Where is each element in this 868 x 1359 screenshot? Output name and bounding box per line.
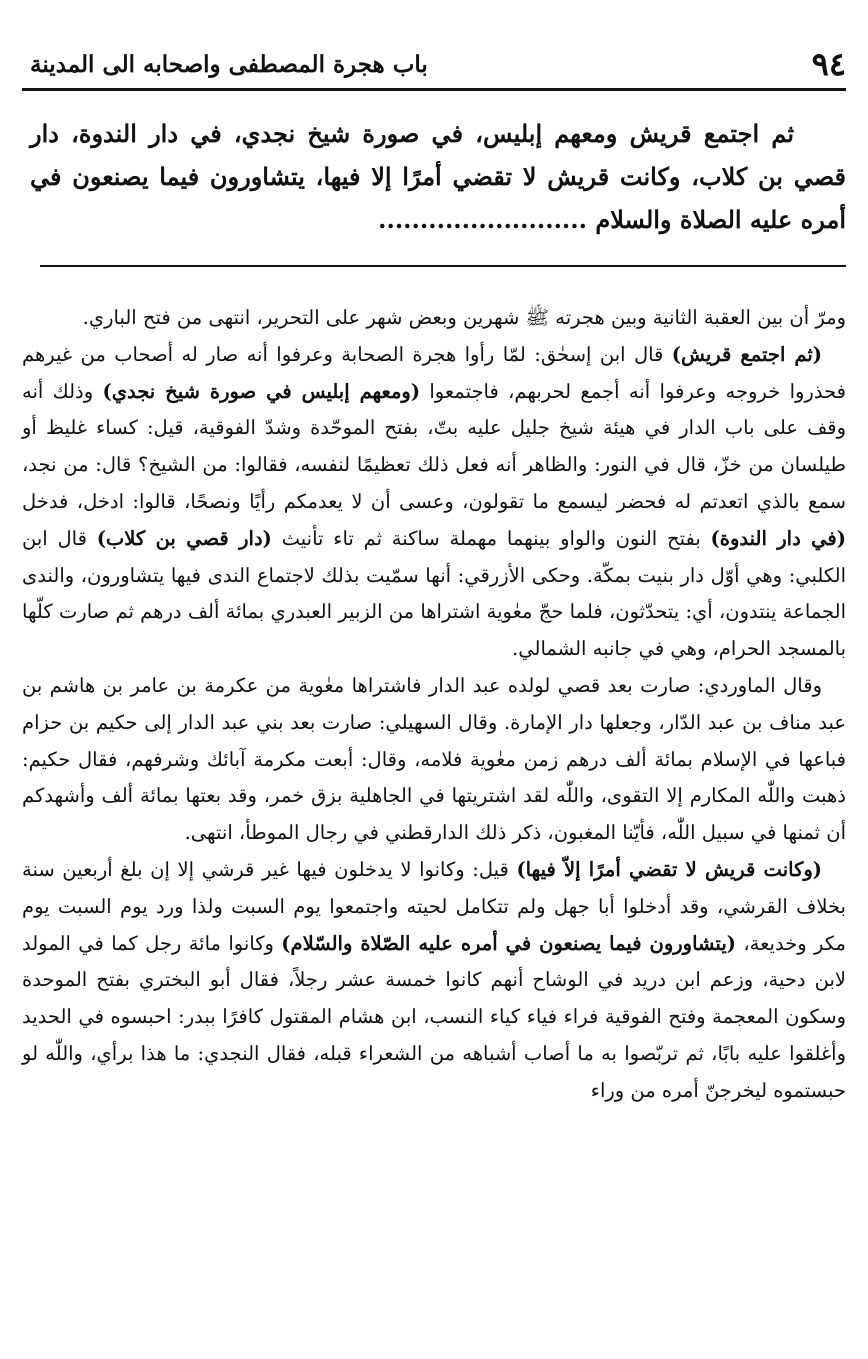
quoted-phrase: (ومعهم إبليس في صورة شيخ نجدي) xyxy=(102,379,421,403)
separator-rule xyxy=(40,265,846,267)
commentary-paragraph-4 xyxy=(22,852,846,1110)
quoted-phrase: (وكانت قريش لا تقضي أمرًا إلاّ فيها) xyxy=(516,857,822,881)
quoted-phrase: (يتشاورون فيما يصنعون في أمره عليه الصّلاة والسّلام) xyxy=(281,931,736,955)
commentary xyxy=(22,300,846,1110)
commentary-text: وذلك أنه وقف على باب الدار في هيئة شيخ جليل عليه بتّ، بفتح الموحّدة وشدّ الفوقية، قيل: كساء غليظ أو طيلسان من خزّ، قال في النور: والظاهر أنه فعل ذلك تعظيمًا لنفسه، فقالوا: من الشيخ؟ قال: من نجد، سمع بالذي اتعدتم له فحضر ليسمع ما تقولون، وعسى أن لا يعدمكم رأيًا ونصحًا، قالوا: ادخل، فدخل xyxy=(22,379,846,513)
commentary-text: وكانوا مائة رجل كما في المولد لابن دحية، وزعم ابن دريد في الوشاح أنهم كانوا خمسة عشر رجلاً، فقال أبو البختري بفتح الموحدة وسكون المعجمة وفتح الفوقية فراء فياء كياء النسب، ابن هشام المقتول كافرًا ببدر: احبسوه في الحديد وأغلقوا عليه بابًا، ثم تربّصوا به ما أصاب أشباهه من الشعراء قبله، فقال النجدي: ما هذا برأي، واللّٰه لو حبستموه ليخرجنّ أمره من وراء xyxy=(22,931,846,1102)
running-title: باب هجرة المصطفى واصحابه الى المدينة xyxy=(30,50,428,78)
page-number: ٩٤ xyxy=(811,45,846,83)
commentary-text: قال ابن إسحٰق: لمّا رأوا هجرة الصحابة وعرفوا أنه صار له أصحاب من غيرهم فحذروا خروجه وعرفوا أنه أجمع لحربهم، فاجتمعوا xyxy=(22,342,846,403)
commentary-text: قال ابن الكلبي: وهي أوّل دار بنيت بمكّة. وحكى الأزرقي: أنها سمّيت بذلك لاجتماع الندى فيها يتشاورون، والندى الجماعة ينتدون، أي: يتحدّثون، فلما حجّ معٰوية اشتراها من الزبير العبدري بمائة ألف درهم ثم صارت كلّها بالمسجد الحرام، وهي في جانبه الشمالي. xyxy=(22,526,846,661)
quoted-phrase: (دار قصي بن كلاب) xyxy=(96,526,272,550)
commentary-paragraph-3: وقال الماوردي: صارت بعد قصي لولده عبد الدار فاشتراها معٰوية من عكرمة بن عامر بن هاشم بن عبد مناف بن عبد الدّار، وجعلها دار الإمارة. وقال السهيلي: صارت بعد بني عبد الدار إلى حكيم بن حزام فباعها في الإسلام بمائة ألف درهم زمن معٰوية فلامه، وقال: أبعت مكرمة آبائك وشرفهم، فقال حكيم: ذهبت واللّٰه المكارم إلا التقوى، واللّٰه لقد اشتريتها في الجاهلية بزق خمر، وقد بعتها بمائة ألف وأشهدكم أن ثمنها في سبيل اللّٰه، فأيّنا المغبون، ذكر ذلك الدارقطني في رجال الموطأ، انتهى. xyxy=(22,673,846,845)
main-paragraph xyxy=(30,112,846,241)
main-sentence: ثم اجتمع قريش ومعهم إبليس، في صورة شيخ نجدي، في دار الندوة، دار قصي بن كلاب، وكانت قريش لا تقضي أمرًا إلا فيها، يتشاورون فيما يصنعون في أمره عليه الصلاة والسلام xyxy=(30,119,846,234)
ellipsis-dots: ......................... xyxy=(378,205,587,234)
page-header xyxy=(30,44,846,84)
quoted-phrase: (في دار الندوة) xyxy=(710,526,846,550)
header-rule xyxy=(22,88,846,91)
commentary-paragraph-2 xyxy=(22,337,846,668)
quoted-phrase: (ثم اجتمع قريش) xyxy=(671,342,823,366)
commentary-text: قيل: وكانوا لا يدخلون فيها غير قرشي إلا إن بلغ أربعين سنة بخلاف القرشي، وقد أدخلوا أبا جهل ولم تتكامل لحيته واجتمعوا يوم السبت ولذا ورد يوم السبت يوم مكر وخديعة، xyxy=(22,857,846,955)
commentary-text: بفتح النون والواو بينهما مهملة ساكنة ثم تاء تأنيث xyxy=(271,526,711,550)
main-text xyxy=(30,112,846,241)
commentary-paragraph-1: ومرّ أن بين العقبة الثانية وبين هجرته ﷺ شهرين وبعض شهر على التحرير، انتهى من فتح الباري. xyxy=(82,306,846,329)
